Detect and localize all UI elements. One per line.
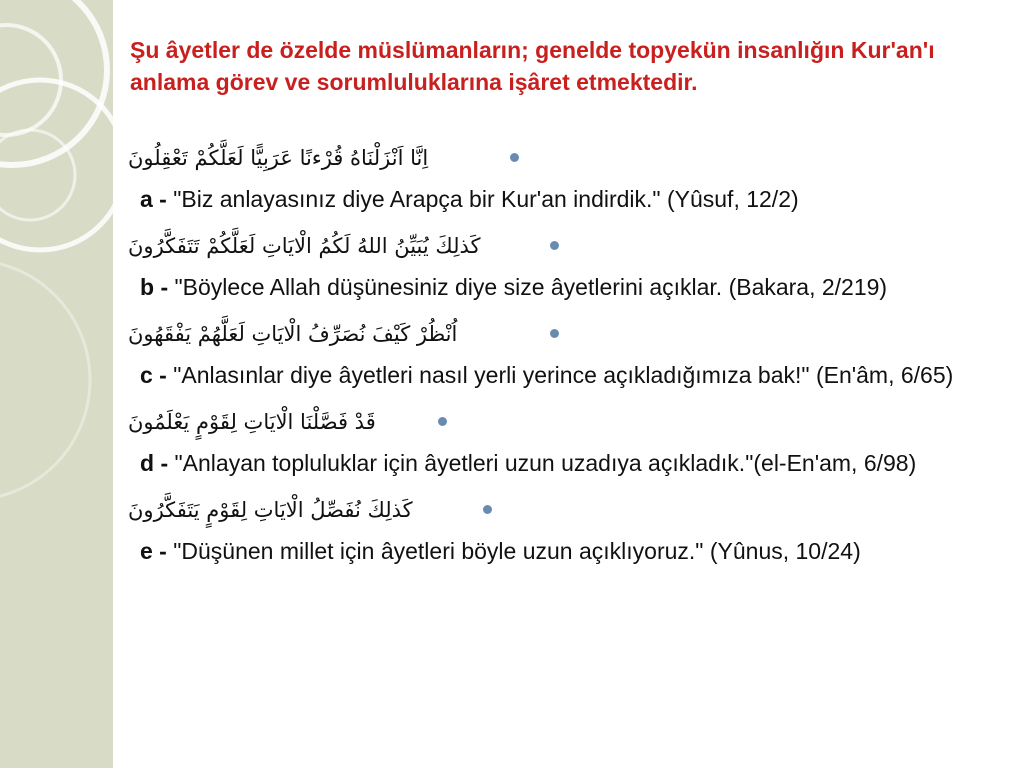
bullet-icon <box>550 241 559 250</box>
bullet-icon <box>483 505 492 514</box>
arabic-verse: اِنَّا اَنْزَلْنَاهُ قُرْءنًا عَرَبِيًّا لَعَلَّكُمْ تَعْقِلُونَ <box>128 146 429 170</box>
verse-item <box>128 138 1008 216</box>
verse-translation-text: "Biz anlayasınız diye Arapça bir Kur'an indirdik." (Yûsuf, 12/2) <box>173 186 799 212</box>
verse-item <box>128 226 1008 304</box>
verse-translation-text: "Düşünen millet için âyetleri böyle uzun açıklıyoruz." (Yûnus, 10/24) <box>173 538 861 564</box>
verse-translation-text: "Anlayan topluluklar için âyetleri uzun uzadıya açıkladık."(el-En'am, 6/98) <box>174 450 917 476</box>
verse-letter: a - <box>140 186 167 212</box>
verse-letter: e - <box>140 538 167 564</box>
verse-item <box>128 402 1008 480</box>
verse-translation-text: "Böylece Allah düşünesiniz diye size âyetlerini açıklar. (Bakara, 2/219) <box>174 274 888 300</box>
arabic-verse-row <box>128 226 1008 266</box>
arabic-verse: كَذلِكَ يُبَيِّنُ اللهُ لَكُمُ الْايَاتِ لَعَلَّكُمْ تَتَفَكَّرُونَ <box>128 234 481 258</box>
verse-letter: b - <box>140 274 169 300</box>
verse-letter: d - <box>140 450 169 476</box>
verse-letter: c - <box>140 362 167 388</box>
arabic-verse: اُنْظُرْ كَيْفَ نُصَرِّفُ الْايَاتِ لَعَلَّهُمْ يَفْقَهُونَ <box>128 322 458 346</box>
verse-list <box>128 138 1008 578</box>
verse-translation <box>140 358 1008 392</box>
arabic-verse: كَذلِكَ نُفَصِّلُ الْايَاتِ لِقَوْمٍ يَتَفَكَّرُونَ <box>128 498 413 522</box>
arabic-verse-row <box>128 314 1008 354</box>
verse-translation <box>140 446 1008 480</box>
bullet-icon <box>510 153 519 162</box>
verse-translation <box>140 270 1008 304</box>
verse-item <box>128 314 1008 392</box>
slide-title: Şu âyetler de özelde müslümanların; genelde topyekün insanlığın Kur'an'ı anlama görev ve sorumluluklarına işâret etmektedir. <box>130 37 935 95</box>
bullet-icon <box>438 417 447 426</box>
verse-translation <box>140 182 1008 216</box>
decorative-arcs <box>0 0 113 768</box>
decorative-side-band <box>0 0 113 768</box>
bullet-icon <box>550 329 559 338</box>
arabic-verse-row <box>128 490 1008 530</box>
arabic-verse-row <box>128 402 1008 442</box>
verse-item <box>128 490 1008 568</box>
verse-translation <box>140 534 1008 568</box>
arabic-verse: قَدْ فَصَّلْنَا الْايَاتِ لِقَوْمٍ يَعْلَمُونَ <box>128 410 376 434</box>
arabic-verse-row <box>128 138 1008 178</box>
verse-translation-text: "Anlasınlar diye âyetleri nasıl yerli yerince açıkladığımıza bak!" (En'âm, 6/65) <box>173 362 954 388</box>
